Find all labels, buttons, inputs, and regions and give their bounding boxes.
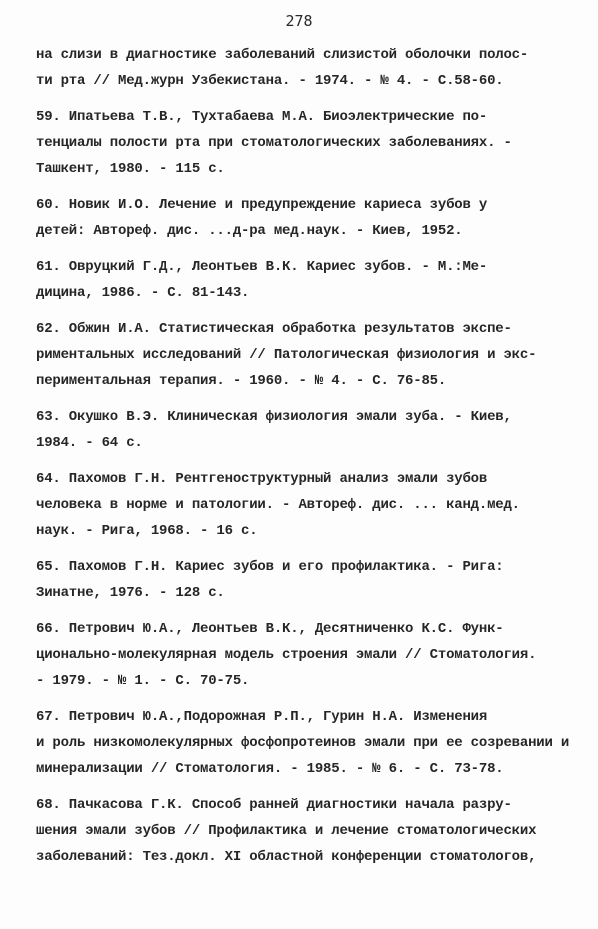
text-line: 63. Окушко В.Э. Клиническая физиология эмали зуба. - Киев,	[36, 409, 512, 425]
text-line: - 1979. - № 1. - С. 70-75.	[36, 673, 250, 689]
text-line: 65. Пахомов Г.Н. Кариес зубов и его профилактика. - Рига:	[36, 559, 504, 575]
text-line: 68. Пачкасова Г.К. Способ ранней диагностики начала разру-	[36, 797, 512, 813]
bibliography-text	[36, 42, 576, 870]
text-line: человека в норме и патологии. - Автореф. дис. ... канд.мед.	[36, 497, 520, 513]
text-line: Ташкент, 1980. - 115 с.	[36, 161, 225, 177]
text-line: 66. Петрович Ю.А., Леонтьев В.К., Десятниченко К.С. Функ-	[36, 621, 504, 637]
text-line: 59. Ипатьева Т.В., Тухтабаева М.А. Биоэлектрические по-	[36, 109, 488, 125]
text-line: ционально-молекулярная модель строения эмали // Стоматология.	[36, 647, 537, 663]
text-line: и роль низкомолекулярных фосфопротеинов эмали при ее созревании и	[36, 735, 570, 751]
text-line: дицина, 1986. - С. 81-143.	[36, 285, 250, 301]
text-line: детей: Автореф. дис. ...д-ра мед.наук. - Киев, 1952.	[36, 223, 463, 239]
text-line: риментальных исследований // Патологическая физиология и экс-	[36, 347, 537, 363]
text-line: периментальная терапия. - 1960. - № 4. - С. 76-85.	[36, 373, 447, 389]
text-line: наук. - Рига, 1968. - 16 с.	[36, 523, 258, 539]
text-line: минерализации // Стоматология. - 1985. - № 6. - С. 73-78.	[36, 761, 504, 777]
text-line: заболеваний: Тез.докл. XI областной конференции стоматологов,	[36, 849, 537, 865]
text-line: на слизи в диагностике заболеваний слизистой оболочки полос-	[36, 47, 529, 63]
text-line: 1984. - 64 с.	[36, 435, 143, 451]
text-line: Зинатне, 1976. - 128 с.	[36, 585, 225, 601]
text-line: 64. Пахомов Г.Н. Рентгеноструктурный анализ эмали зубов	[36, 471, 488, 487]
text-line: шения эмали зубов // Профилактика и лечение стоматологических	[36, 823, 537, 839]
text-line: 62. Обжин И.А. Статистическая обработка результатов экспе-	[36, 321, 512, 337]
text-line: 67. Петрович Ю.А.,Подорожная Р.П., Гурин Н.А. Изменения	[36, 709, 488, 725]
text-line: 60. Новик И.О. Лечение и предупреждение кариеса зубов у	[36, 197, 488, 213]
text-line: ти рта // Мед.журн Узбекистана. - 1974. - № 4. - С.58-60.	[36, 73, 504, 89]
text-line: тенциалы полости рта при стоматологических заболеваниях. -	[36, 135, 512, 151]
page-number: 278	[285, 12, 313, 30]
text-line: 61. Овруцкий Г.Д., Леонтьев В.К. Кариес зубов. - М.:Ме-	[36, 259, 488, 275]
